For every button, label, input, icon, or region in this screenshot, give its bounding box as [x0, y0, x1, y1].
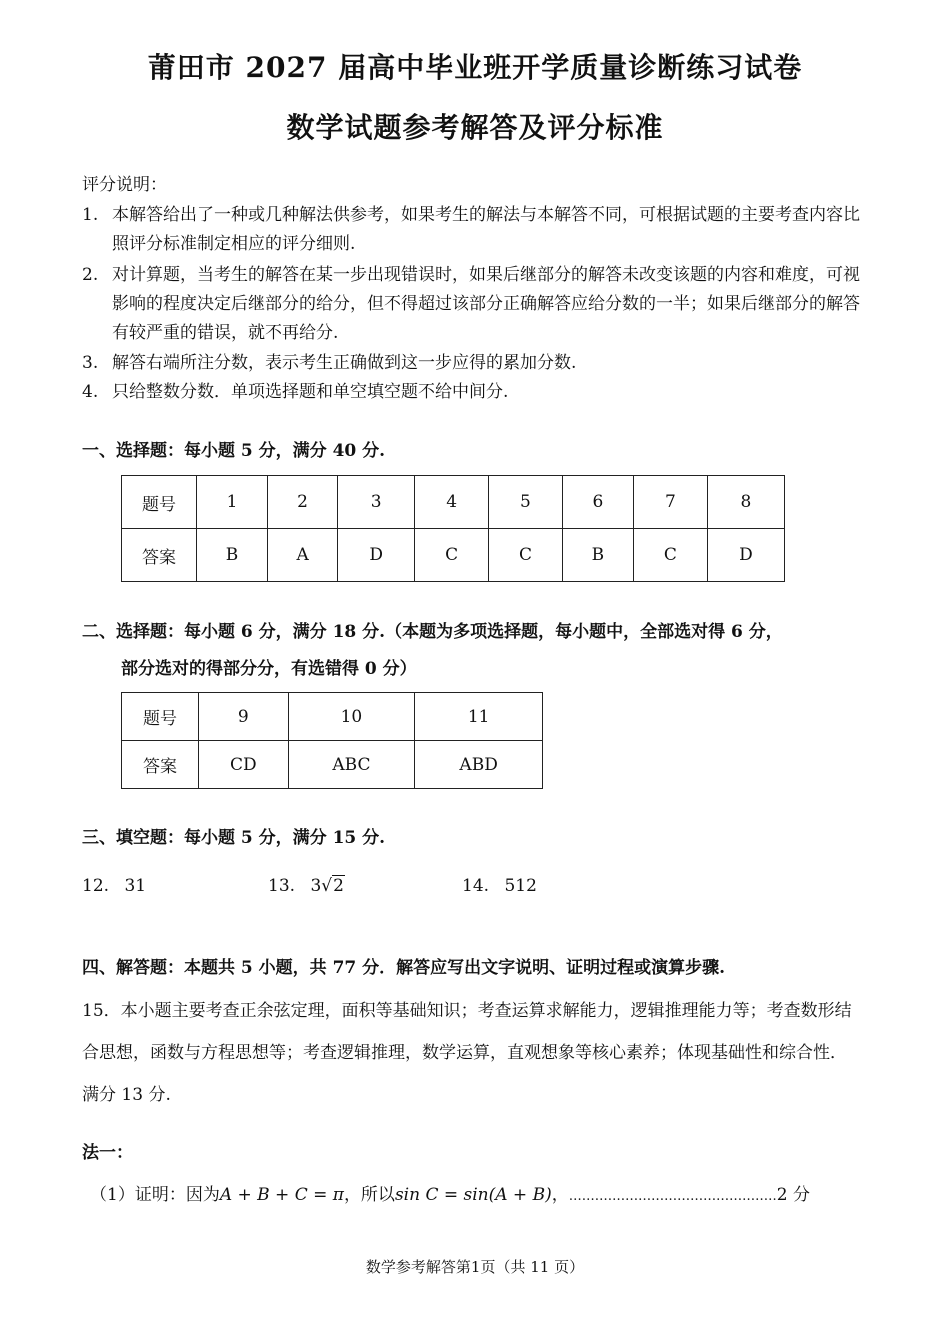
table-row [122, 529, 785, 582]
fill-answer: 31 [124, 876, 147, 896]
score-leader-dots: ………………………………………… [568, 1189, 777, 1204]
answer-cell: B [562, 529, 633, 582]
answer-cell: ABD [415, 741, 543, 789]
section1-answer-table [121, 475, 785, 582]
question-number: 1 [197, 476, 268, 529]
question-number: 3 [338, 476, 415, 529]
row-label-answer: 答案 [122, 741, 199, 789]
question-number: 2 [268, 476, 338, 529]
table-row [122, 693, 543, 741]
equation-angle-sum: A + B + C = π [219, 1185, 344, 1205]
answer-cell: C [415, 529, 489, 582]
fill-number: 13. [268, 876, 296, 896]
question-number: 9 [199, 693, 289, 741]
row-label-number: 题号 [122, 693, 199, 741]
section2-answer-table [121, 692, 543, 789]
proof-prefix: （1）证明：因为 [90, 1185, 220, 1205]
answer-cell: C [633, 529, 707, 582]
answer-cell: ABC [288, 741, 415, 789]
row-label-answer: 答案 [122, 529, 197, 582]
section4-heading: 四、解答题：本题共 5 小题，共 77 分．解答应写出文字说明、证明过程或演算步骤. [82, 958, 726, 978]
scoring-note-number: 2. [82, 265, 99, 285]
sqrt-sign-icon: √ [321, 876, 333, 896]
scoring-note-text: 本解答给出了一种或几种解法供参考，如果考生的解法与本解答不同，可根据试题的主要考查内容比照评分标准制定相应的评分细则. [112, 205, 860, 254]
fill-answer-sqrt [310, 876, 345, 896]
proof-comma: ， [551, 1185, 569, 1205]
exam-title: 莆田市 2027 届高中毕业班开学质量诊断练习试卷 [147, 51, 803, 84]
fill-number: 14. [462, 876, 490, 896]
section3-heading: 三、填空题：每小题 5 分，满分 15 分. [82, 828, 386, 848]
question-number: 5 [489, 476, 563, 529]
scoring-notes-label: 评分说明： [82, 175, 167, 195]
table-row [122, 741, 543, 789]
scoring-note-text: 解答右端所注分数，表示考生正确做到这一步应得的累加分数. [112, 353, 577, 373]
method-label: 法一： [82, 1143, 133, 1163]
proof-connector: ，所以 [343, 1185, 395, 1205]
fill-answer-13 [268, 876, 345, 896]
fill-number: 12. [82, 876, 110, 896]
fill-answer-12 [82, 876, 146, 896]
exam-subtitle: 数学试题参考解答及评分标准 [286, 111, 664, 144]
answer-cell: B [197, 529, 268, 582]
scoring-note-text: 只给整数分数．单项选择题和单空填空题不给中间分. [112, 382, 509, 402]
question-number: 6 [562, 476, 633, 529]
answer-cell: D [707, 529, 784, 582]
sqrt-coefficient: 3 [310, 876, 322, 896]
fill-answer: 512 [504, 876, 537, 896]
page-footer: 数学参考解答第1页（共 11 页） [365, 1258, 585, 1276]
scoring-note-number: 1. [82, 205, 99, 225]
scoring-note-number: 4. [82, 382, 99, 402]
proof-step-1 [90, 1180, 810, 1205]
section1-heading: 一、选择题：每小题 5 分，满分 40 分. [82, 441, 386, 461]
question-number: 8 [707, 476, 784, 529]
question15-intro: 15．本小题主要考查正余弦定理，面积等基础知识；考查运算求解能力，逻辑推理能力等；考查数形结合思想，函数与方程思想等；考查逻辑推理，数学运算，直观想象等核心素养；体现基础性和综合性．满分 13 分. [82, 1001, 852, 1105]
equation-sine: sin C = sin(A + B) [394, 1185, 552, 1205]
question-number: 4 [415, 476, 489, 529]
sqrt-radicand: 2 [333, 876, 344, 896]
step-score: 2 分 [776, 1185, 810, 1205]
fill-answer-14 [462, 876, 537, 896]
section2-heading-line2: 部分选对的得部分分，有选错得 0 分） [121, 659, 417, 679]
answer-cell: CD [199, 741, 289, 789]
answer-cell: D [338, 529, 415, 582]
table-row [122, 476, 785, 529]
answer-cell: C [489, 529, 563, 582]
question-number: 10 [288, 693, 415, 741]
question-number: 7 [633, 476, 707, 529]
scoring-note-number: 3. [82, 353, 99, 373]
row-label-number: 题号 [122, 476, 197, 529]
scoring-note-text: 对计算题，当考生的解答在某一步出现错误时，如果后继部分的解答未改变该题的内容和难度，可视影响的程度决定后继部分的给分，但不得超过该部分正确解答应给分数的一半；如果后继部分的解答有较严重的错误，就不再给分. [112, 265, 860, 343]
question-number: 11 [415, 693, 543, 741]
section2-heading-line1: 二、选择题：每小题 6 分，满分 18 分.（本题为多项选择题，每小题中，全部选对得 6 分， [82, 622, 783, 642]
answer-cell: A [268, 529, 338, 582]
